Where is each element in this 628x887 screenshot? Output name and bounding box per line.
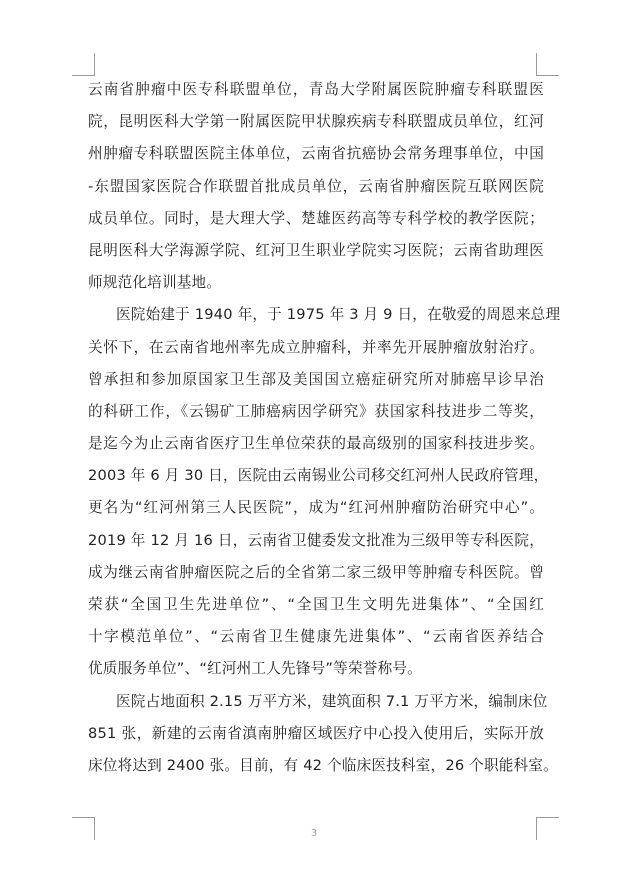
- text-line: 是迄今为止云南省医疗卫生单位荣获的最高级别的国家科技进步奖。: [88, 435, 544, 453]
- text-line: 成为继云南省肿瘤医院之后的全省第二家三级甲等肿瘤专科医院。曾: [88, 563, 544, 581]
- text-line: 更名为“红河州第三人民医院”，成为“红河州肿瘤防治研究中心”。: [88, 499, 544, 517]
- text-line: 州肿瘤专科联盟医院主体单位，云南省抗癌协会常务理事单位，中国: [88, 145, 544, 163]
- text-line: 医院始建于 1940 年，于 1975 年 3 月 9 日，在敬爱的周恩来总理: [116, 306, 561, 324]
- text-line: 云南省肿瘤中医专科联盟单位，青岛大学附属医院肿瘤专科联盟医: [88, 81, 544, 98]
- text-line: 的科研工作，《云锡矿工肺癌病因学研究》获国家科技进步二等奖，: [88, 402, 544, 420]
- text-line: 851 张，新建的云南省滇南肿瘤区域医疗中心投入使用后，实际开放: [88, 724, 544, 742]
- paragraph-hospital-affiliations: [88, 74, 544, 299]
- paragraph-hospital-scale: [88, 686, 558, 783]
- text-line: 荣获“全国卫生先进单位”、“全国卫生文明先进集体”、“全国红: [88, 596, 544, 613]
- text-line: 优质服务单位”、“红河州工人先锋号”等荣誉称号。: [88, 660, 422, 678]
- text-line: 昆明医科大学海源学院、红河卫生职业学院实习医院；云南省助理医: [88, 241, 544, 259]
- text-line: 2003 年 6 月 30 日，医院由云南锡业公司移交红河州人民政府管理，: [88, 467, 549, 485]
- text-line: 院，昆明医科大学第一附属医院甲状腺疾病专科联盟成员单位，红河: [88, 113, 544, 131]
- top-left-crop-mark: [72, 53, 95, 76]
- text-line: 十字模范单位”、“云南省卫生健康先进集体”、“云南省医养结合: [88, 628, 544, 646]
- text-line: 医院占地面积 2.15 万平方米，建筑面积 7.1 万平方米，编制床位: [116, 692, 548, 710]
- body-text: [88, 74, 561, 782]
- text-line: 师规范化培训基地。: [88, 274, 222, 292]
- text-line: -东盟国家医院合作联盟首批成员单位，云南省肿瘤医院互联网医院: [88, 177, 544, 195]
- text-line: 成员单位。同时，是大理大学、楚雄医药高等专科学校的教学医院；: [88, 209, 544, 227]
- paragraph-hospital-history: [88, 299, 561, 685]
- text-line: 床位将达到 2400 张。目前，有 42 个临床医技科室，26 个职能科室。: [88, 756, 558, 774]
- text-line: 2019 年 12 月 16 日，云南省卫健委发文批准为三级甲等专科医院，: [88, 531, 544, 549]
- page-number: 3: [310, 828, 318, 839]
- top-right-crop-mark: [536, 53, 559, 76]
- text-line: 曾承担和参加原国家卫生部及美国国立癌症研究所对肺癌早诊早治: [88, 370, 544, 388]
- text-line: 关怀下，在云南省地州率先成立肿瘤科，并率先开展肿瘤放射治疗。: [88, 338, 544, 356]
